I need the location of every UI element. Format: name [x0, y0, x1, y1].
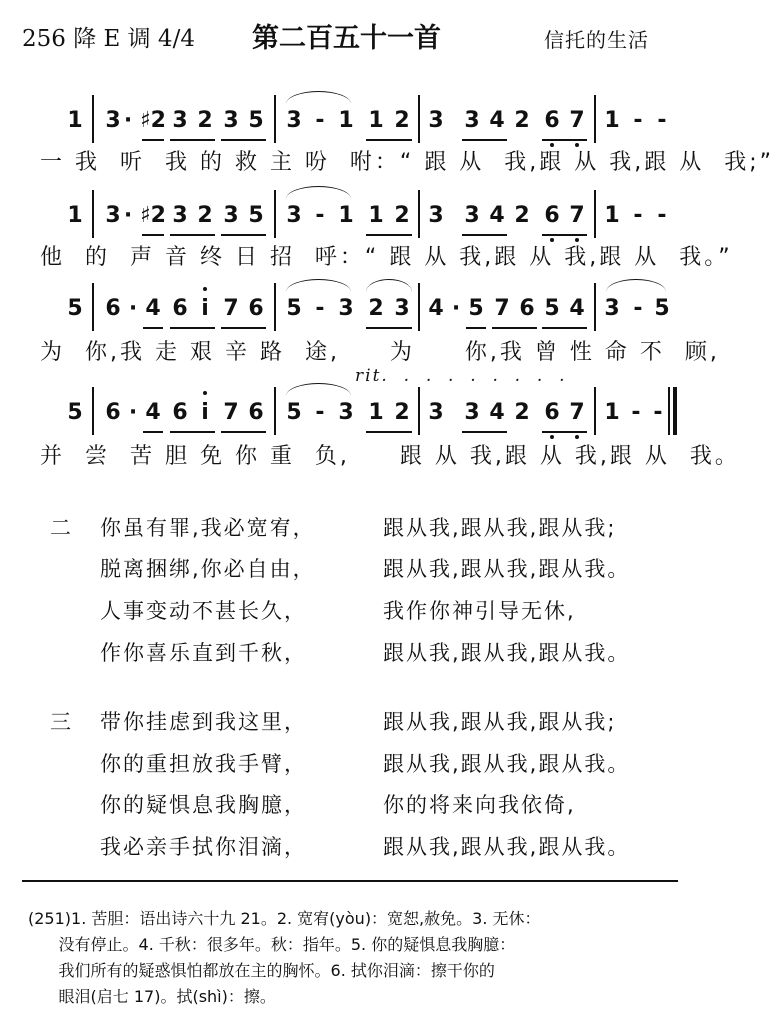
note: 3: [223, 108, 239, 133]
barline: [92, 283, 94, 331]
barline: [594, 387, 596, 435]
barline: [594, 95, 596, 143]
beam: [142, 234, 164, 236]
note: 6: [248, 296, 264, 321]
beam: [542, 431, 587, 433]
dash: -: [657, 203, 667, 228]
note: 4: [428, 296, 444, 321]
note: 5: [67, 400, 83, 425]
dash: -: [633, 296, 643, 321]
dash: -: [633, 108, 643, 133]
note: 4: [145, 400, 161, 425]
beam: [366, 139, 412, 141]
dash: -: [315, 296, 325, 321]
note: 3: [428, 400, 444, 425]
note: 7: [223, 400, 239, 425]
note: 5: [654, 296, 670, 321]
note: 1: [368, 108, 384, 133]
verse-number-2: 二: [50, 516, 73, 540]
barline: [92, 387, 94, 435]
note: 1: [368, 203, 384, 228]
dash: -: [657, 108, 667, 133]
note: 6: [542, 397, 562, 429]
slur: [286, 91, 351, 104]
verse-line: 你的重担放我手臂，: [100, 752, 307, 776]
beam: [462, 139, 507, 141]
note: 3: [428, 108, 444, 133]
beam: [492, 327, 537, 329]
note: 3: [394, 296, 410, 321]
dot: ·: [451, 296, 461, 321]
beam: [170, 431, 215, 433]
verse-response: 跟从我,跟从我,跟从我;: [383, 516, 617, 540]
footnote-line: 眼泪(启七 17)。拭(shì)：擦。: [28, 987, 276, 1006]
note: 2: [368, 296, 384, 321]
verse-response: 跟从我,跟从我,跟从我。: [383, 752, 631, 776]
note: 6: [172, 400, 188, 425]
dash: -: [653, 400, 663, 425]
note: 5: [248, 108, 264, 133]
verse-response: 跟从我,跟从我,跟从我;: [383, 710, 617, 734]
hymn-category: 信托的生活: [544, 28, 649, 52]
note: 5: [248, 203, 264, 228]
note: 1: [67, 108, 83, 133]
note: 5: [286, 400, 302, 425]
note: 2: [197, 203, 213, 228]
note: 6: [105, 296, 121, 321]
dash: -: [633, 203, 643, 228]
note: 5: [67, 296, 83, 321]
footnote-divider: [22, 880, 678, 882]
ritardando-marking: rit. . . . . . . . .: [355, 366, 567, 386]
barline: [274, 387, 276, 435]
beam: [221, 234, 266, 236]
beam: [221, 327, 266, 329]
note: 4: [489, 400, 505, 425]
note: 1: [368, 400, 384, 425]
beam: [143, 327, 163, 329]
notation-row-3: [0, 293, 700, 333]
barline: [274, 283, 276, 331]
barline: [594, 283, 596, 331]
beam: [366, 431, 412, 433]
note: 3: [338, 400, 354, 425]
note: 3: [338, 296, 354, 321]
note: 1: [67, 203, 83, 228]
note: 3: [223, 203, 239, 228]
note: 6: [248, 400, 264, 425]
beam: [170, 139, 215, 141]
lyric-line-1: 一 我 听 我 的 救 主 吩 咐：“ 跟 从 我,跟 从 我,跟 从 我;”: [40, 150, 774, 175]
barline: [418, 190, 420, 238]
note: 3: [286, 203, 302, 228]
note: 3: [172, 108, 188, 133]
note: 2: [514, 400, 530, 425]
slur: [286, 186, 351, 199]
note: 3: [464, 203, 480, 228]
verse-number-3: 三: [50, 710, 73, 734]
beam: [143, 431, 163, 433]
note: 2: [514, 203, 530, 228]
verse-response: 跟从我,跟从我,跟从我。: [383, 835, 631, 859]
beam: [366, 234, 412, 236]
barline: [418, 283, 420, 331]
note: 7: [567, 200, 587, 232]
note: 4: [145, 296, 161, 321]
note: 5: [468, 296, 484, 321]
beam: [221, 139, 266, 141]
footnote-line: (251)1. 苦胆：语出诗六十九 21。2. 宽宥(yòu)：宽恕,赦免。3. 无休：: [28, 909, 541, 928]
slur: [286, 279, 351, 292]
note: 5: [544, 296, 560, 321]
lyric-line-3: 为 你,我 走 艰 辛 路 途, 为 你,我 曾 性 命 不 顾,: [40, 340, 720, 365]
note: 5: [286, 296, 302, 321]
verse-line: 我必亲手拭你泪滴，: [100, 835, 307, 859]
verse-response: 跟从我,跟从我,跟从我。: [383, 557, 631, 581]
lyric-line-2: 他 的 声 音 终 日 招 呼：“ 跟 从 我,跟 从 我,跟 从 我。”: [40, 245, 733, 270]
verse-line: 人事变动不甚长久，: [100, 599, 307, 623]
note: 7: [567, 397, 587, 429]
beam: [366, 327, 412, 329]
note: 6: [105, 400, 121, 425]
note: 4: [489, 108, 505, 133]
footnote-line: 我们所有的疑惑惧怕都放在主的胸怀。6. 拭你泪滴：擦干你的: [28, 961, 495, 980]
dot: ·: [128, 400, 138, 425]
slur: [366, 279, 412, 292]
notation-row-4: [0, 397, 700, 437]
note: 3: [428, 203, 444, 228]
final-barline-thick: [673, 387, 677, 435]
beam: [462, 431, 507, 433]
hymn-number-key-time: 256 降 E 调 4/4: [22, 26, 195, 52]
note: ♯2: [140, 203, 166, 228]
barline: [92, 190, 94, 238]
note: 1: [604, 203, 620, 228]
note: 7: [494, 296, 510, 321]
note: 7: [567, 105, 587, 137]
verse-line: 你虽有罪,我必宽宥，: [100, 516, 316, 540]
final-barline-thin: [668, 387, 670, 435]
note: 1: [338, 203, 354, 228]
note: 7: [223, 296, 239, 321]
notation-row-1: [0, 105, 700, 145]
barline: [92, 95, 94, 143]
note: 6: [542, 200, 562, 232]
note: 6: [172, 296, 188, 321]
note: 6: [542, 105, 562, 137]
verse-line: 作你喜乐直到千秋，: [100, 641, 307, 665]
note: 3: [464, 108, 480, 133]
dash: -: [315, 203, 325, 228]
beam: [170, 327, 215, 329]
note: 1: [338, 108, 354, 133]
note: 3: [105, 203, 121, 228]
beam: [542, 327, 587, 329]
dot: ·: [123, 203, 133, 228]
beam: [462, 234, 507, 236]
barline: [594, 190, 596, 238]
notation-row-2: [0, 200, 700, 240]
beam: [466, 327, 486, 329]
note: 2: [394, 400, 410, 425]
note: 2: [394, 203, 410, 228]
note: i: [195, 293, 215, 325]
verse-line: 带你挂虑到我这里，: [100, 710, 307, 734]
dot: ·: [123, 108, 133, 133]
note: 4: [489, 203, 505, 228]
dash: -: [315, 400, 325, 425]
note: 2: [197, 108, 213, 133]
dash: -: [631, 400, 641, 425]
note: 6: [519, 296, 535, 321]
beam: [542, 234, 587, 236]
note: 2: [514, 108, 530, 133]
dash: -: [315, 108, 325, 133]
footnote-line: 没有停止。4. 千秋：很多年。秋：指年。5. 你的疑惧息我胸臆：: [28, 935, 516, 954]
beam: [542, 139, 587, 141]
barline: [274, 95, 276, 143]
page-title: 第二百五十一首: [252, 23, 441, 54]
barline: [418, 95, 420, 143]
slur: [606, 279, 666, 292]
verse-response: 你的将来向我依倚,: [383, 793, 576, 817]
note: 2: [394, 108, 410, 133]
beam: [221, 431, 266, 433]
beam: [142, 139, 164, 141]
barline: [274, 190, 276, 238]
verse-response: 我作你神引导无休,: [383, 599, 576, 623]
slur: [286, 383, 351, 396]
note: 3: [105, 108, 121, 133]
beam: [170, 234, 215, 236]
verse-line: 你的疑惧息我胸臆，: [100, 793, 307, 817]
barline: [418, 387, 420, 435]
note: ♯2: [140, 108, 166, 133]
verse-line: 脱离捆绑,你必自由，: [100, 557, 316, 581]
note: i: [195, 397, 215, 429]
verse-response: 跟从我,跟从我,跟从我。: [383, 641, 631, 665]
note: 3: [286, 108, 302, 133]
note: 3: [172, 203, 188, 228]
lyric-line-4: 并 尝 苦 胆 免 你 重 负, 跟 从 我,跟 从 我,跟 从 我。: [40, 444, 740, 469]
note: 4: [569, 296, 585, 321]
note: 1: [604, 400, 620, 425]
note: 1: [604, 108, 620, 133]
note: 3: [604, 296, 620, 321]
note: 3: [464, 400, 480, 425]
dot: ·: [128, 296, 138, 321]
